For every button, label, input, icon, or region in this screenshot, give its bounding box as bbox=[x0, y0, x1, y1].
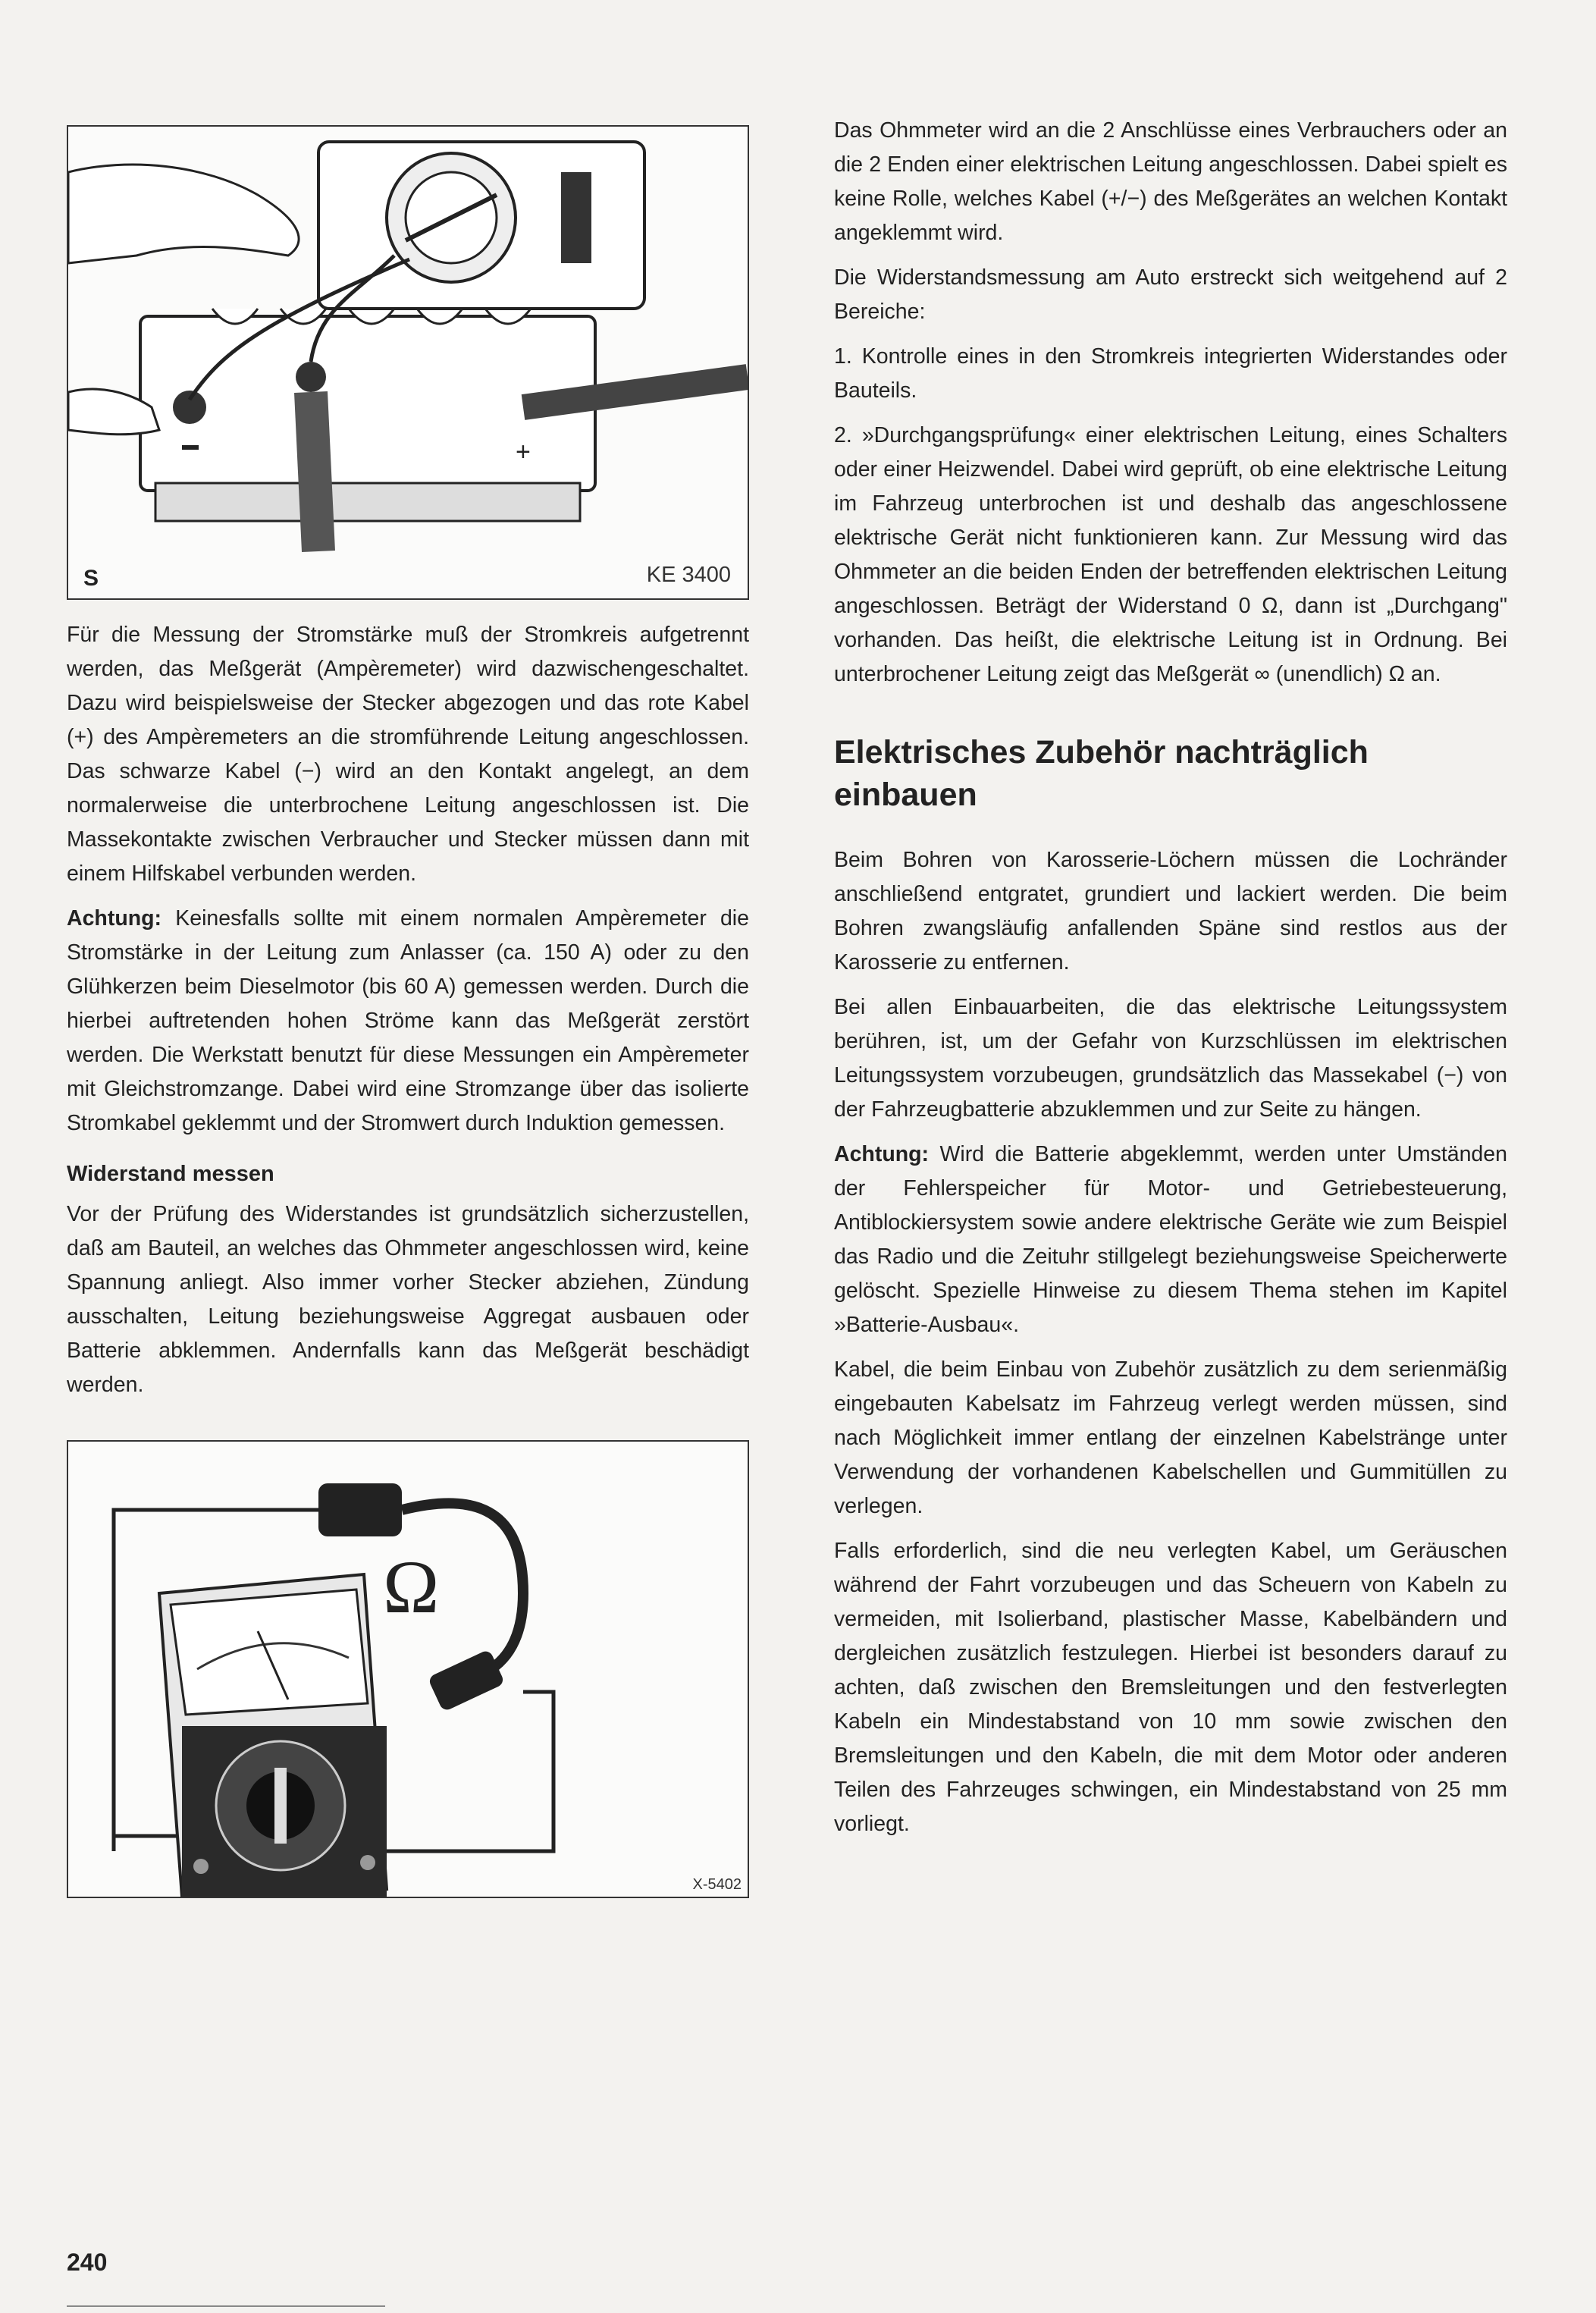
battery-ammeter-drawing bbox=[68, 127, 748, 598]
ohmmeter-drawing bbox=[68, 1442, 748, 1897]
list-item-1: 1. Kontrolle eines in den Stromkreis integrierten Widerstandes oder Bauteils. bbox=[834, 344, 1507, 403]
left-column bbox=[67, 125, 749, 1898]
paragraph-warning-ammeter bbox=[67, 902, 749, 1141]
paragraph-ohmmeter-connection: Das Ohmmeter wird an die 2 Anschlüsse eines Verbrauchers oder an die 2 Enden einer elektrischen Leitung angeschlossen. Dabei spielt es keine Rolle, welches Kabel (+/−) des Meßgerätes an welchen Kontakt angeklemmt wird. bbox=[834, 118, 1507, 245]
right-column bbox=[834, 114, 1507, 1841]
warning-text-battery: Wird die Batterie abgeklemmt, werden unter Umständen der Fehlerspeicher für Motor- und Getriebesteuerung, Antiblockiersystem sowie andere elektrische Geräte wie zum Beispiel das Radio und die Zeituhr stillgelegt beziehungsweise Speicherwerte gelöscht. Spezielle Hinweise zu diesem Thema stehen im Kapitel »Batterie-Ausbau«. bbox=[834, 1142, 1507, 1337]
paragraph-warning-battery bbox=[834, 1138, 1507, 1342]
paragraph-disconnect-ground: Bei allen Einbauarbeiten, die das elektrische Leitungssystem berühren, ist, um der Gefahr von Kurzschlüssen im elektrischen Leitungssystem vorzubeugen, grundsätzlich das Massekabel (−) von der Fahrzeugbatterie abzuklemmen und zur Seite zu hängen. bbox=[834, 995, 1507, 1122]
page-number: 240 bbox=[67, 2249, 108, 2276]
bottom-rule bbox=[67, 2305, 385, 2307]
svg-text:+: + bbox=[516, 438, 531, 466]
figure-code-battery: KE 3400 bbox=[646, 563, 731, 587]
ohm-symbol: Ω bbox=[383, 1545, 440, 1629]
list-item-2: 2. »Durchgangsprüfung« einer elektrischen Leitung, eines Schalters oder einer Heizwendel. Dabei wird geprüft, ob eine elektrische Leitung im Fahrzeug unterbrochen ist und deshalb das angeschlossene elektrische Gerät nicht funktionieren kann. Zur Messung wird das Ohmmeter an die beiden Enden der betreffenden elektrischen Leitung angeschlossen. Beträgt der Widerstand 0 Ω, dann ist „Durchgang" vorhanden. Das heißt, die elektrische Leitung ist in Ordnung. Bei unterbrochener Leitung zeigt das Meßgerät ∞ (unendlich) Ω an. bbox=[834, 423, 1507, 686]
publisher-logo-mark: S bbox=[83, 566, 99, 591]
warning-text: Keinesfalls sollte mit einem normalen Ampèremeter die Stromstärke in der Leitung zum Anlasser (ca. 150 A) oder zu den Glühkerzen beim Dieselmotor (bis 60 A) gemessen werden. Durch die hierbei auftretenden hohen Ströme kann das Meßgerät zerstört werden. Die Werkstatt benutzt für diese Messungen ein Ampèremeter mit Gleichstromzange. Dabei wird eine Stromzange über das isolierte Stromkabel geklemmt und der Stromwert durch Induktion gemessen. bbox=[67, 906, 749, 1135]
paragraph-cable-fixing: Falls erforderlich, sind die neu verlegten Kabel, um Geräuschen während der Fahrt vorzubeugen und das Scheuern von Kabeln zu vermeiden, mit Isolierband, plastischer Masse, Kabelbändern und dergleichen zusätzlich festzulegen. Hierbei ist besonders darauf zu achten, daß zwischen den Bremsleitungen und den festverlegten Kabeln ein Mindestabstand von 10 mm sowie zwischen den Bremsleitungen und den Kabeln, die mit dem Motor oder anderen Teilen des Fahrzeuges schwingen, ein Mindestabstand von 25 mm vorliegt. bbox=[834, 1539, 1507, 1836]
warning-label-battery: Achtung: bbox=[834, 1142, 930, 1166]
ohmmeter-illustration bbox=[67, 1440, 749, 1898]
paragraph-current-measurement: Für die Messung der Stromstärke muß der Stromkreis aufgetrennt werden, das Meßgerät (Ampèremeter) wird dazwischengeschaltet. Dazu wird beispielsweise der Stecker abgezogen und das rote Kabel (+) des Ampèremeters an die stromführende Leitung angeschlossen. Das schwarze Kabel (−) wird an den Kontakt angelegt, an dem normalerweise die unterbrochene Leitung angeschlossen ist. Die Massekontakte zwischen Verbraucher und Stecker müssen dann mit einem Hilfskabel verbunden werden. bbox=[67, 623, 749, 886]
paragraph-resistance-areas: Die Widerstandsmessung am Auto erstreckt sich weitgehend auf 2 Bereiche: bbox=[834, 265, 1507, 324]
section-title-accessories: Elektrisches Zubehör nachträglich einbauen bbox=[834, 734, 1369, 813]
battery-measurement-illustration bbox=[67, 125, 749, 600]
figure-code-ohmmeter: X-5402 bbox=[692, 1876, 742, 1893]
subheading-resistance: Widerstand messen bbox=[67, 1162, 274, 1186]
paragraph-drilling: Beim Bohren von Karosserie-Löchern müssen die Lochränder anschließend entgratet, grundiert und lackiert werden. Die beim Bohren zwangsläufig anfallenden Späne sind restlos aus der Karosserie zu entfernen. bbox=[834, 848, 1507, 974]
warning-label: Achtung: bbox=[67, 906, 162, 931]
paragraph-resistance-precheck: Vor der Prüfung des Widerstandes ist grundsätzlich sicherzustellen, daß am Bauteil, an welches das Ohmmeter angeschlossen wird, keine Spannung anliegt. Also immer vorher Stecker abziehen, Zündung ausschalten, Leitung beziehungsweise Aggregat ausbauen oder Batterie abklemmen. Andernfalls kann das Meßgerät beschädigt werden. bbox=[67, 1202, 749, 1397]
paragraph-cable-routing: Kabel, die beim Einbau von Zubehör zusätzlich zu dem serienmäßig eingebauten Kabelsatz im Fahrzeug verlegt werden müssen, sind nach Möglichkeit immer entlang der einzelnen Kabelstränge unter Verwendung der vorhandenen Kabelschellen und Gummitüllen zu verlegen. bbox=[834, 1357, 1507, 1518]
